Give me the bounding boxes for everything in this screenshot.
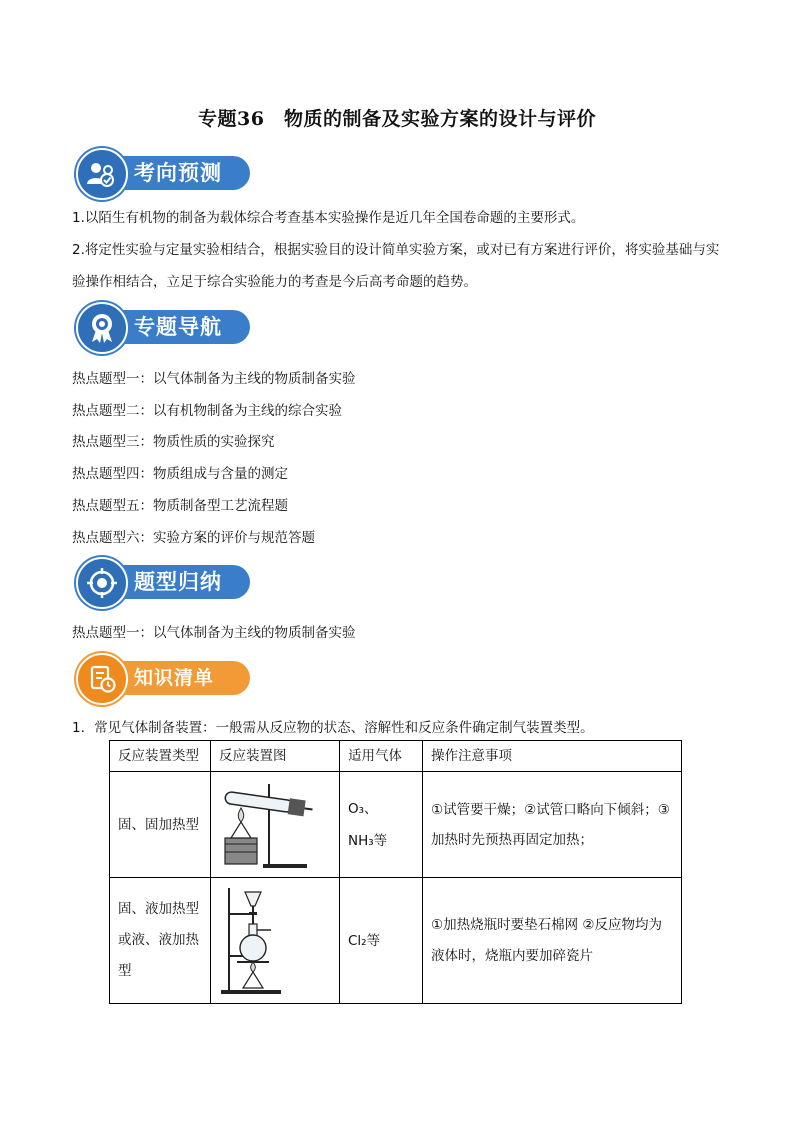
banner-label: 考向预测	[100, 156, 250, 190]
table-cell-type: 固、固加热型	[110, 772, 211, 878]
table-cell-gases: Cl₂等	[340, 878, 423, 1004]
section-banner-nav	[76, 302, 252, 350]
section-banner-trend	[76, 148, 252, 196]
section-banner-summary	[76, 557, 252, 605]
gas-name: O₃、	[348, 800, 378, 817]
trend-paragraph-1: 1.以陌生有机物的制备为载体综合考查基本实验操作是近几年全国卷命题的主要形式。	[72, 210, 585, 226]
nav-item: 热点题型六：实验方案的评价与规范答题	[72, 530, 315, 546]
banner-label: 题型归纳	[100, 565, 250, 599]
table-cell-notes: ①试管要干燥；②试管口略向下倾斜；③加热时先预热再固定加热；	[423, 772, 682, 878]
table-header-cell: 操作注意事项	[423, 741, 682, 772]
banner-label: 专题导航	[100, 310, 250, 344]
table-cell-diagram	[211, 878, 340, 1004]
knowledge-intro: 1．常见气体制备装置：一般需从反应物的状态、溶解性和反应条件确定制气装置类型。	[72, 720, 594, 736]
table-cell-type: 固、液加热型或液、液加热型	[110, 878, 211, 1004]
people-check-icon	[76, 148, 128, 200]
nav-item: 热点题型一：以气体制备为主线的物质制备实验	[72, 371, 356, 387]
table-row	[110, 772, 682, 878]
gas-apparatus-table	[109, 740, 682, 1004]
table-header-cell: 适用气体	[340, 741, 423, 772]
target-icon	[76, 557, 128, 609]
page-title: 专题36 物质的制备及实验方案的设计与评价	[198, 108, 596, 130]
table-cell-diagram	[211, 772, 340, 878]
section-banner-knowledge	[76, 653, 252, 701]
nav-item: 热点题型二：以有机物制备为主线的综合实验	[72, 403, 342, 419]
table-header-row	[110, 741, 682, 772]
summary-item: 热点题型一：以气体制备为主线的物质制备实验	[72, 625, 356, 641]
document-clock-icon	[76, 653, 128, 705]
table-header-cell: 反应装置类型	[110, 741, 211, 772]
nav-item: 热点题型四：物质组成与含量的测定	[72, 466, 288, 482]
nav-item: 热点题型三：物质性质的实验探究	[72, 434, 275, 450]
table-cell-notes: ①加热烧瓶时要垫石棉网 ②反应物均为液体时，烧瓶内要加碎瓷片	[423, 878, 682, 1004]
table-row	[110, 878, 682, 1004]
banner-label: 知识清单	[100, 661, 250, 695]
solid-liquid-heating-apparatus-illustration	[219, 884, 315, 998]
award-ribbon-icon	[76, 302, 128, 354]
table-header-cell: 反应装置图	[211, 741, 340, 772]
gas-name: NH₃等	[348, 832, 388, 849]
table-cell-gases	[340, 772, 423, 878]
solid-solid-heating-apparatus-illustration	[219, 778, 315, 872]
nav-item: 热点题型五：物质制备型工艺流程题	[72, 498, 288, 514]
trend-paragraph-2: 2.将定性实验与定量实验相结合，根据实验目的设计简单实验方案，或对已有方案进行评价，将实验基础与实验操作相结合，立足于综合实验能力的考查是今后高考命题的趋势。	[72, 242, 720, 290]
